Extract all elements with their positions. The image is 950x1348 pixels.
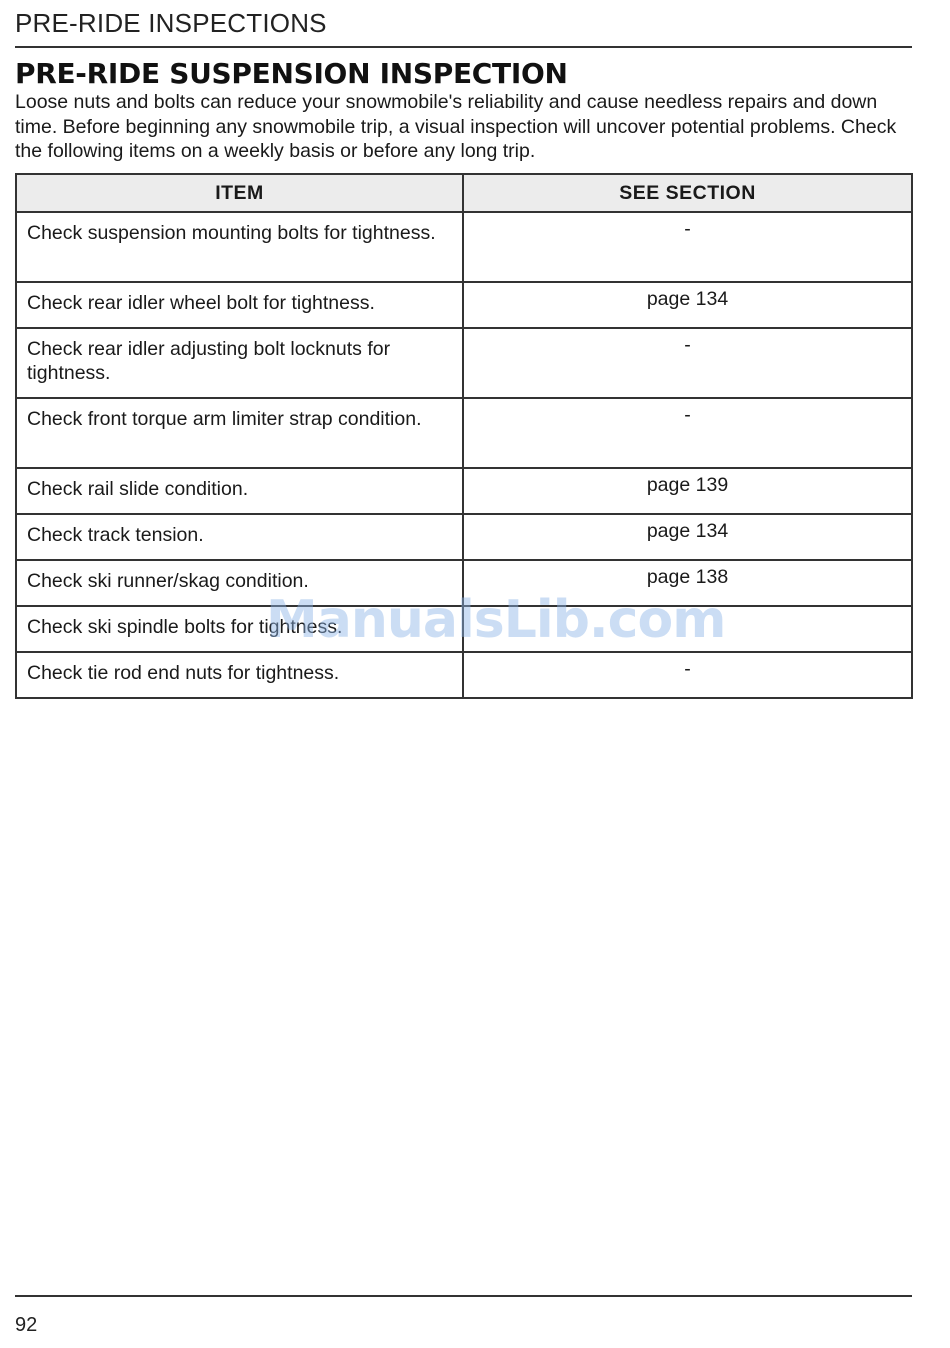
section-cell [463,606,912,652]
column-header-see-section: SEE SECTION [463,174,912,212]
inspection-table [15,173,913,699]
section-cell: - [463,212,912,282]
table-row [16,282,912,328]
item-cell: Check track tension. [16,514,463,560]
item-cell: Check ski runner/skag condition. [16,560,463,606]
section-cell: page 134 [463,282,912,328]
item-cell: Check ski spindle bolts for tightness. [16,606,463,652]
table-row [16,398,912,468]
section-cell: - [463,652,912,698]
table-row [16,328,912,398]
table-row [16,514,912,560]
table-header-row [16,174,912,212]
section-title: PRE-RIDE SUSPENSION INSPECTION [15,57,568,90]
item-cell: Check rail slide condition. [16,468,463,514]
section-cell: - [463,398,912,468]
table-row [16,606,912,652]
section-cell: page 139 [463,468,912,514]
table-row [16,468,912,514]
page-number: 92 [15,1314,38,1336]
running-header: PRE-RIDE INSPECTIONS [15,8,327,38]
intro-paragraph: Loose nuts and bolts can reduce your snowmobile's reliability and cause needless repairs and down time. Before beginning any snowmobile trip, a visual inspection will uncover potential problems. Check the following items on a weekly basis or before any long trip. [15,91,897,162]
item-cell: Check front torque arm limiter strap condition. [16,398,463,468]
section-cell: page 138 [463,560,912,606]
table-row [16,212,912,282]
item-cell: Check suspension mounting bolts for tightness. [16,212,463,282]
section-cell: page 134 [463,514,912,560]
item-cell: Check tie rod end nuts for tightness. [16,652,463,698]
table-row [16,652,912,698]
header-rule [15,46,912,48]
section-cell: - [463,328,912,398]
watermark: ManualsLib.com [266,590,726,650]
item-cell: Check rear idler wheel bolt for tightness. [16,282,463,328]
column-header-item: ITEM [16,174,463,212]
table-row [16,560,912,606]
item-cell: Check rear idler adjusting bolt locknuts for tightness. [16,328,463,398]
footer-rule [15,1295,912,1297]
